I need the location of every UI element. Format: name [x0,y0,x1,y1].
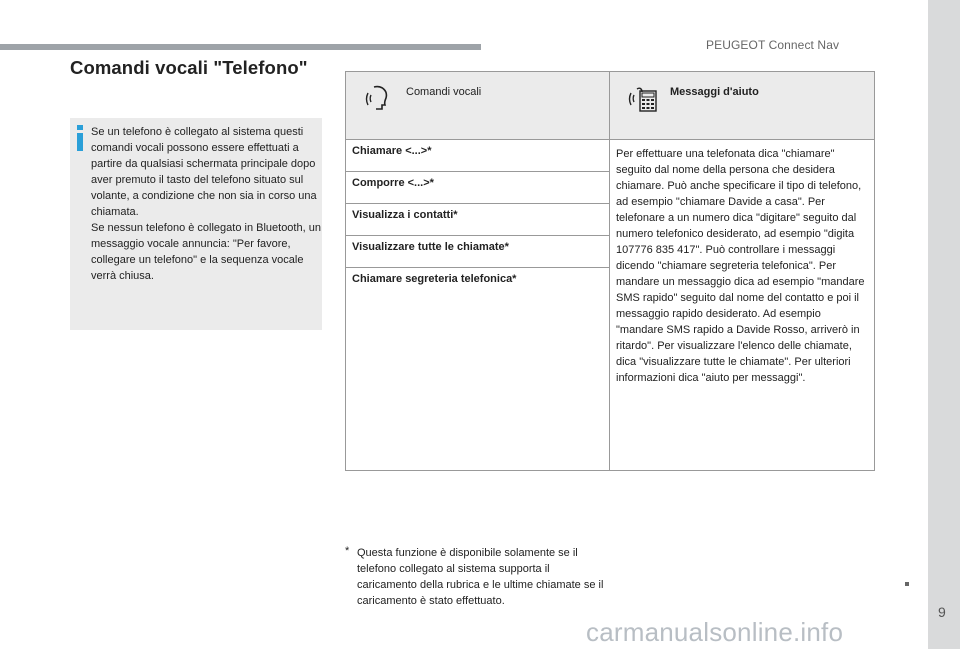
continuation-marker [905,582,909,586]
command-row: Chiamare segreteria telefonica* [346,268,610,471]
table-header-commands [346,72,610,140]
voice-command-icon [364,83,394,113]
voice-keypad-icon [628,83,658,113]
voice-commands-table [345,71,875,471]
command-row: Chiamare <...>* [346,140,610,172]
watermark: carmanualsonline.info [586,617,844,647]
side-strip [928,0,960,649]
footnote-text: Questa funzione è disponibile solamente se il telefono collegato al sistema supporta il caricamento della rubrica e le ultime chiamate se il caricamento è stato effettuato. [357,547,604,607]
help-message: Per effettuare una telefonata dica "chiamare" seguito dal nome della persona che desidera chiamare. Può anche specificare il tipo di telefono, ad esempio "chiamare Davide a casa". Per telefonare a un numero dica "digitare" seguito dal numero telefonico desiderato, ad esempio "digita 107776 835 417". Può controllare i messaggi dicendo "chiamare segreteria telefonica". Per mandare un messaggio dica ad esempio "mandare SMS rapido" seguito dal nome del contatto e poi il messaggio rapido desiderato. Ad esempio "mandare SMS rapido a Davide Rosso, arriverò in ritardo". Per visualizzare l'elenco delle chiamate, dica "visualizzare tutte le chiamate". Per ulteriori informazioni dica "aiuto per messaggi". [610,140,875,471]
col1-header: Comandi vocali [406,86,482,98]
footnote-marker: * [345,545,350,557]
info-text [91,124,323,284]
command-row: Visualizza i contatti* [346,204,610,236]
footnote [345,545,605,609]
header-rule [0,44,481,50]
table-header-help [610,72,875,140]
page-number: 9 [938,604,946,620]
section-title: Comandi vocali "Telefono" [70,57,308,78]
info-icon [77,125,83,151]
info-box [70,118,322,330]
col2-header: Messaggi d'aiuto [670,86,759,98]
info-paragraph: Se un telefono è collegato al sistema questi comandi vocali possono essere effettuati a partire da qualsiasi schermata principale dopo aver premuto il tasto del telefono situato sul volante, a condizione che non sia in corso una chiamata. [91,126,317,218]
command-row: Comporre <...>* [346,172,610,204]
header-title: PEUGEOT Connect Nav [706,38,840,52]
command-row: Visualizzare tutte le chiamate* [346,236,610,268]
info-paragraph: Se nessun telefono è collegato in Bluetooth, un messaggio vocale annuncia: "Per favore, collegare un telefono" e la sequenza vocale verrà chiusa. [91,222,321,282]
